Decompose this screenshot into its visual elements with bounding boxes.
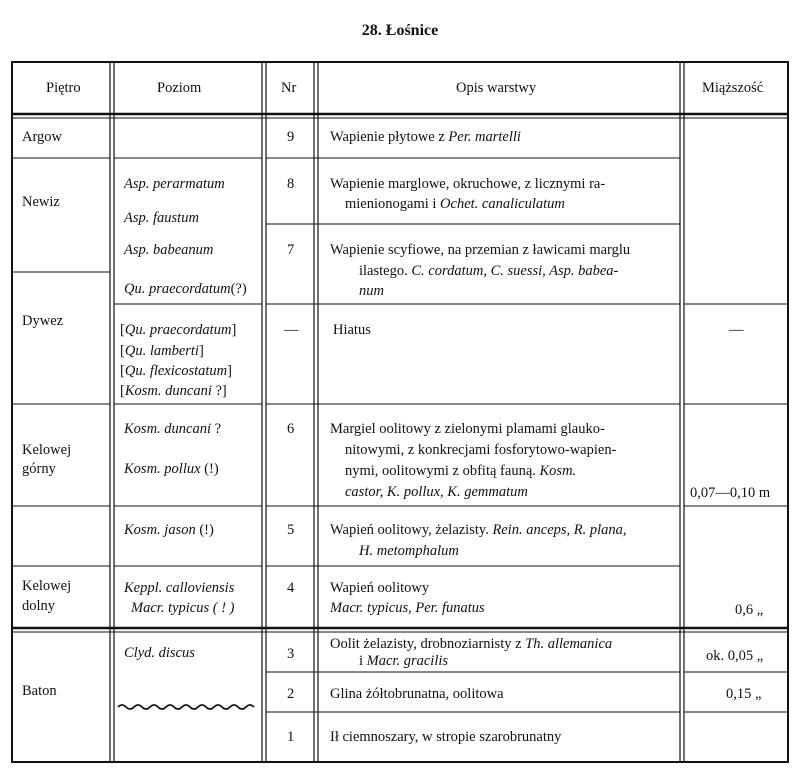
pietro-dywez: Dywez xyxy=(22,313,64,329)
opis-7-line2: ilastego. C. cordatum, C. suessi, Asp. babea- xyxy=(359,263,619,279)
miaz-hiatus: — xyxy=(729,322,744,338)
opis-7-line1: Wapienie scyfiowe, na przemian z ławicami marglu xyxy=(330,242,631,258)
poziom-calloviensis: Keppl. calloviensis xyxy=(124,580,235,596)
opis-2: Glina żółtobrunatna, oolitowa xyxy=(330,686,504,702)
poziom-hiatus-2: [Qu. lamberti] xyxy=(120,343,204,359)
header-pietro: Piętro xyxy=(46,80,81,96)
pietro-kelowej-dolny-2: dolny xyxy=(22,598,56,614)
opis-6-line4: castor, K. pollux, K. gemmatum xyxy=(345,484,528,500)
pietro-kelowej-gorny-1: Kelowej xyxy=(22,442,72,458)
poziom-discus: Clyd. discus xyxy=(124,645,195,661)
opis-5-line2: H. metomphalum xyxy=(359,543,459,559)
opis-6-line2: nitowymi, z konkrecjami fosforytowo-wapien- xyxy=(345,442,617,458)
opis-6-line3: nymi, oolitowymi z obfitą fauną. Kosm. xyxy=(345,463,577,479)
opis-3-line2: i Macr. gracilis xyxy=(359,653,449,669)
opis-1: Ił ciemnoszary, w stropie szarobrunatny xyxy=(330,729,562,745)
opis-6-line1: Margiel oolitowy z zielonymi plamami glauko- xyxy=(330,421,605,437)
nr-7: 7 xyxy=(287,242,295,258)
poziom-typicus: Macr. typicus ( ! ) xyxy=(131,600,235,616)
pietro-newiz: Newiz xyxy=(22,194,60,210)
poziom-perarmatum: Asp. perarmatum xyxy=(124,176,225,192)
poziom-jason: Kosm. jason (!) xyxy=(124,522,214,538)
opis-9: Wapienie płytowe z Per. martelli xyxy=(330,129,521,145)
pietro-argow: Argow xyxy=(22,129,63,145)
opis-7-line3: num xyxy=(359,283,384,299)
opis-8-line1: Wapienie marglowe, okruchowe, z licznymi ra- xyxy=(330,176,606,192)
nr-3: 3 xyxy=(287,646,295,662)
header-opis: Opis warstwy xyxy=(456,80,537,96)
opis-5-line1: Wapień oolitowy, żelazisty. Rein. anceps, R. plana, xyxy=(330,522,627,538)
opis-8-line2: mienionogami i Ochet. canaliculatum xyxy=(345,196,565,212)
nr-9: 9 xyxy=(287,129,295,145)
miaz-4: 0,6 „ xyxy=(735,602,764,618)
nr-2: 2 xyxy=(287,686,295,702)
poziom-hiatus-1: [Qu. praecordatum] xyxy=(120,322,237,338)
nr-5: 5 xyxy=(287,522,295,538)
opis-4-line2: Macr. typicus, Per. funatus xyxy=(330,600,485,616)
miaz-2: 0,15 „ xyxy=(726,686,762,702)
miaz-3: ok. 0,05 „ xyxy=(706,648,764,664)
nr-6: 6 xyxy=(287,421,295,437)
poziom-duncani: Kosm. duncani ? xyxy=(124,421,222,437)
header-miazszosc: Miąższość xyxy=(702,80,764,96)
poziom-hiatus-4: [Kosm. duncani ?] xyxy=(120,383,227,399)
nr-hiatus: — xyxy=(284,322,299,338)
header-poziom: Poziom xyxy=(157,80,202,96)
poziom-pollux: Kosm. pollux (!) xyxy=(124,461,219,477)
opis-3-line1: Oolit żelazisty, drobnoziarnisty z Th. allemanica xyxy=(330,636,613,652)
poziom-hiatus-3: [Qu. flexicostatum] xyxy=(120,363,232,379)
pietro-kelowej-dolny-1: Kelowej xyxy=(22,578,72,594)
pietro-kelowej-gorny-2: górny xyxy=(22,461,56,477)
opis-4-line1: Wapień oolitowy xyxy=(330,580,430,596)
pietro-baton: Baton xyxy=(22,683,57,699)
miaz-6: 0,07—0,10 m xyxy=(690,485,771,501)
poziom-praecordatum-q: Qu. praecordatum(?) xyxy=(124,281,247,297)
page-title: 28. Łośnice xyxy=(361,22,439,39)
nr-4: 4 xyxy=(287,580,295,596)
poziom-babeanum: Asp. babeanum xyxy=(124,242,214,258)
opis-hiatus: Hiatus xyxy=(333,322,371,338)
nr-1: 1 xyxy=(287,729,295,745)
poziom-faustum: Asp. faustum xyxy=(124,210,199,226)
nr-8: 8 xyxy=(287,176,295,192)
header-nr: Nr xyxy=(281,80,297,96)
